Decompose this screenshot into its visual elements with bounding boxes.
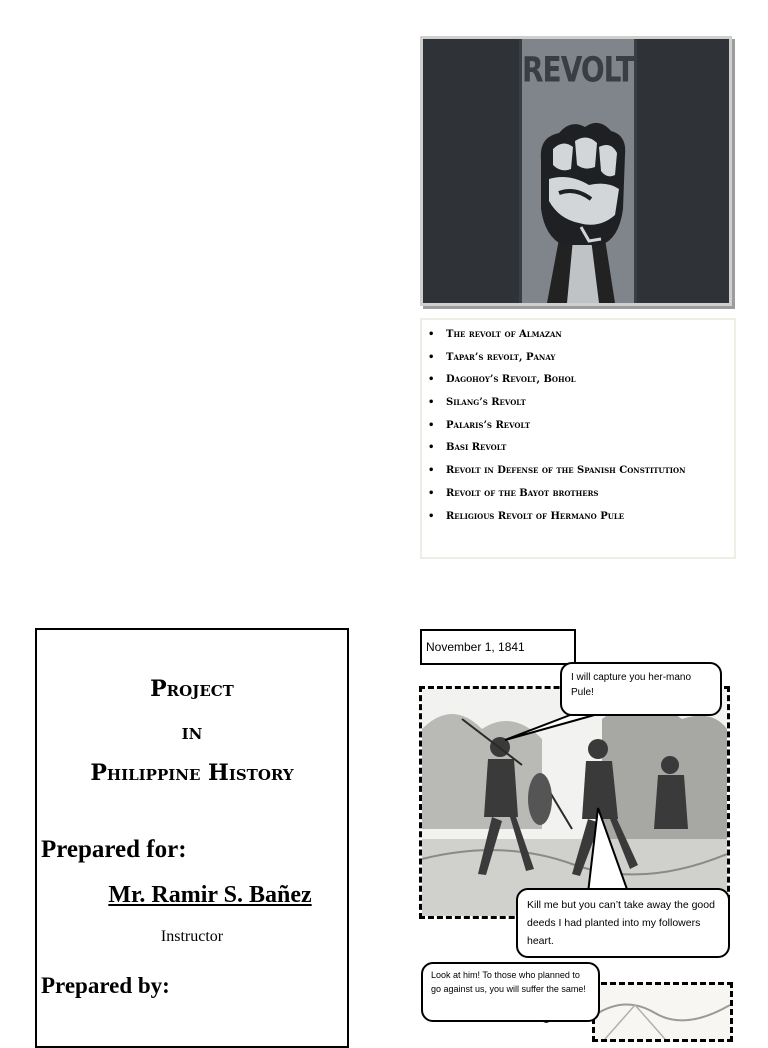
cover-title-line2: in	[181, 719, 203, 745]
instructor-role: Instructor	[160, 928, 224, 945]
speech-bubble-2: Kill me but you can’t take away the good deeds I had planted into my followers heart.	[516, 888, 730, 958]
comic-date-box: November 1, 1841	[420, 629, 576, 665]
list-item: • Basi Revolt	[428, 442, 507, 454]
instructor-name: Mr. Ramir S. Bañez	[108, 882, 312, 908]
prepared-for-label: Prepared for:	[41, 836, 187, 863]
list-item: • Revolt of the Bayot brothers	[428, 487, 599, 499]
speech-bubble-1: I will capture you her-mano Pule!	[560, 662, 722, 716]
speech-bubble-3: Look at him! To those who planned to go against us, you will suffer the same!	[421, 962, 600, 1022]
prepared-by-label: Prepared by:	[41, 973, 170, 998]
poster-word: REVOLT	[522, 48, 634, 91]
list-item: • Religious Revolt of Hermano Pule	[428, 510, 625, 522]
list-item: • Dagohoy’s Revolt, Bohol	[428, 374, 576, 386]
list-item: • Palaris’s Revolt	[428, 419, 531, 431]
cover-title-line1: Project	[150, 676, 234, 702]
list-item: • Revolt in Defense of the Spanish Constitution	[428, 465, 686, 477]
list-item: • Tapar’s revolt, Panay	[428, 351, 556, 363]
list-item: • Silang’s Revolt	[428, 397, 526, 409]
list-item: • The revolt of Almazan	[428, 329, 562, 340]
cover-title-line3: Philippine History	[90, 760, 294, 786]
